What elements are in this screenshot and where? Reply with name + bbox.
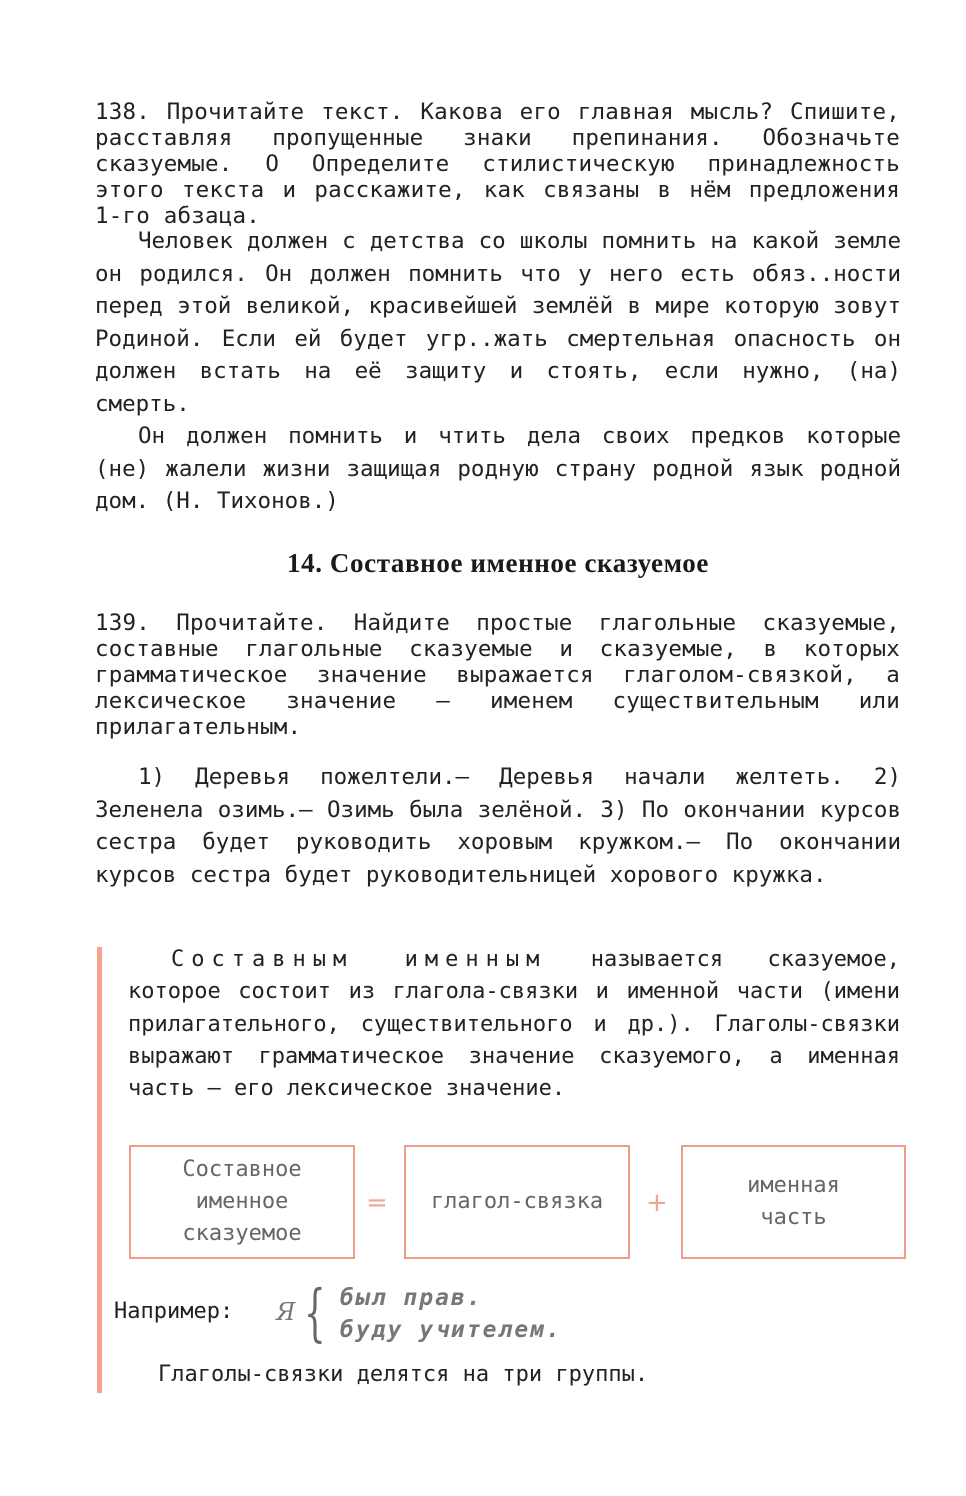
diagram-equals-sign: =: [366, 1188, 388, 1218]
diagram-box-compound-predicate: Составное именное сказуемое: [129, 1145, 355, 1259]
rule-text: называется сказуемое, которое состоит из глагола-связки и именной части (имени прилагательного, существительного и др.). Глаголы-связки выражают грамматическое значение сказуемого, а именная часть — его лексическое значение.: [128, 947, 900, 1102]
diagram-box-linking-verb: глагол-связка: [404, 1145, 630, 1259]
diagram-plus-sign: +: [646, 1188, 668, 1218]
exercise-138-instruction: 138. Прочитайте текст. Какова его главная мысль? Спишите, расставляя пропущенные знаки препинания. Обозначьте сказуемые. О Определите стилистическую принадлежность этого текста и расскажите, как связаны в нём предложения 1-го абзаца.: [95, 99, 900, 229]
section-heading: 14. Составное именное сказуемое: [287, 548, 709, 578]
exercise-139-instruction: 139. Прочитайте. Найдите простые глагольные сказуемые, составные глагольные сказуемые и сказуемые, в которых грамматическое значение выражается глаголом-связкой, а лексическое значение — именем существительным или прилагательным.: [95, 610, 900, 740]
rule-term: Составным именным: [171, 947, 547, 972]
example-label: Например:: [114, 1299, 234, 1324]
example-line-2: буду учителем.: [340, 1317, 562, 1343]
diagram-box-nominal-part: именная часть: [681, 1145, 906, 1259]
curly-brace-icon: {: [304, 1276, 326, 1349]
closing-sentence: Глаголы-связки делятся на три группы.: [158, 1362, 649, 1387]
example-line-1: был прав.: [340, 1285, 483, 1311]
exercise-138-text: [95, 225, 901, 518]
rule-margin-bar: [97, 947, 102, 1393]
example-pronoun: Я: [276, 1298, 296, 1326]
exercise-138-paragraph-2: Он должен помнить и чтить дела своих предков которые (не) жалели жизни защищая родную страну родной язык родной дом. (Н. Тихонов.): [95, 423, 901, 514]
exercise-138-paragraph-1: Человек должен с детства со школы помнить на какой земле он родился. Он должен помнить что у него есть обяз..ности перед этой великой, красивейшей землёй в мире которую зовут Родиной. Если ей будет угр..жать смертельная опасность он должен встать на её защиту и стоять, если нужно, (на) смерть.: [95, 228, 901, 417]
exercise-139-examples: 1) Деревья пожелтели.— Деревья начали желтеть. 2) Зеленела озимь.— Озимь была зелёной. 3) По окончании курсов сестра будет руководить хоровым кружком.— По окончании курсов сестра будет руководительницей хорового кружка.: [95, 764, 901, 888]
rule-block: [128, 944, 900, 1105]
